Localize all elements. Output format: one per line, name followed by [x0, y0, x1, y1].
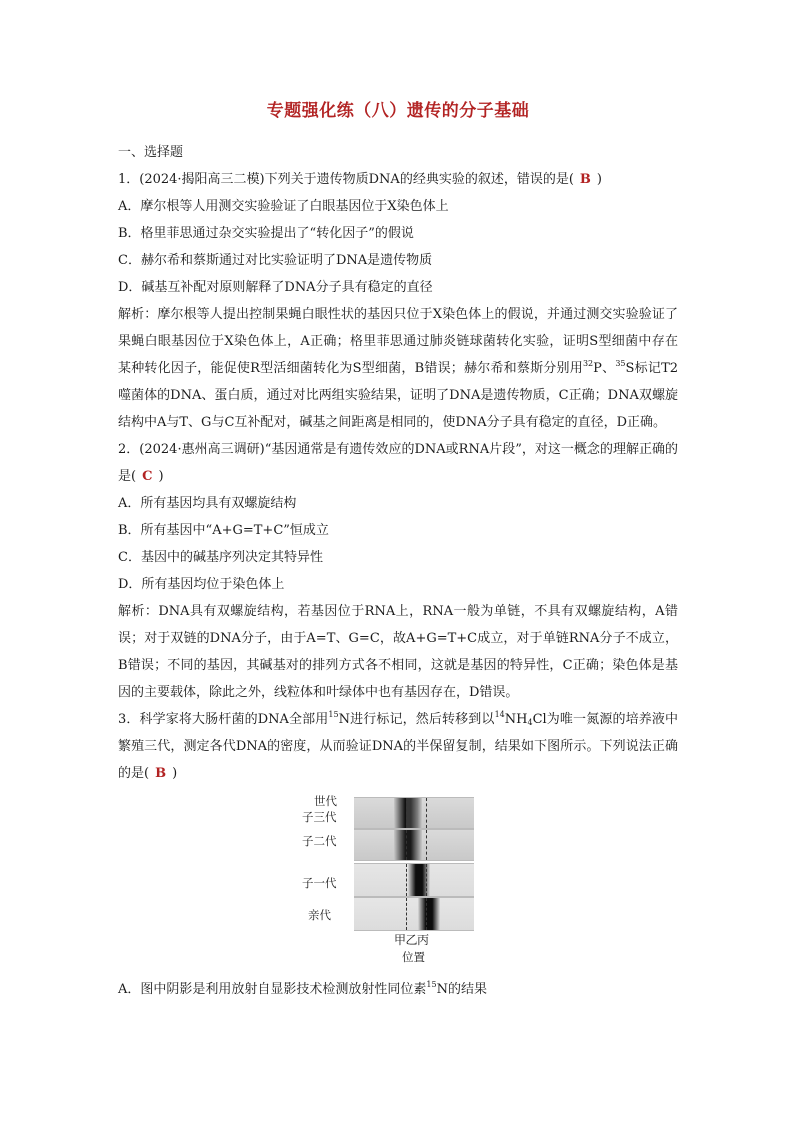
dash-right-gen1: [426, 864, 427, 896]
question-3: [118, 706, 678, 1003]
q1-analysis-part2: P、: [593, 361, 616, 376]
question-2: [118, 436, 678, 706]
q2-analysis: 解析：DNA具有双螺旋结构，若基因位于RNA上，RNA一般为单链，不具有双螺旋结构，A错误；对于双链的DNA分子，由于A=T、G=C，故A+G=T+C成立，对于单链RNA分子不成立，B错误；不同的基因，其碱基对的排列方式各不相同，这就是基因的特异性，C正确；染色体是基因的主要载体，除此之外，线粒体和叶绿体中也有基因存在，D错误。: [118, 604, 678, 700]
band-strip-gen2: [354, 829, 474, 861]
dash-left-gen2: [406, 830, 407, 860]
q3-answer: B: [155, 766, 167, 781]
dash-right-gen3: [426, 798, 427, 828]
q3-option-a-part1: A．图中阴影是利用放射自显影技术检测放射性同位素: [118, 982, 427, 997]
q2-option-a: A．所有基因均具有双螺旋结构: [118, 496, 297, 511]
q2-option-b: B．所有基因中“A+G=T+C”恒成立: [118, 523, 329, 538]
dash-right-parent: [426, 898, 427, 930]
q1-option-b: B．格里菲思通过杂交实验提出了“转化因子”的假说: [118, 226, 414, 241]
q2-answer: C: [142, 469, 153, 484]
band-heavy-parent: [418, 898, 440, 930]
figure-xticks: 甲乙丙: [394, 933, 429, 947]
band-light-gen2: [394, 830, 422, 860]
page-title: 专题强化练（八）遗传的分子基础: [266, 101, 530, 121]
q3-stem-part4: Cl为唯一氮源的培养液中繁殖三代，测定各代DNA的密度，从而验证DNA的半保留复制，结果如下图所示。下列说法正确的是(: [118, 712, 678, 781]
worksheet-page: [118, 96, 678, 1003]
q1-analysis-sup-35: 35: [615, 359, 626, 368]
q3-stem: [118, 706, 678, 787]
dash-right-gen2: [426, 830, 427, 860]
centrifuge-band-figure: [302, 793, 514, 968]
q3-stem-close: ): [172, 766, 178, 781]
q1-option-d: D．碱基互补配对原则解释了DNA分子具有稳定的直径: [118, 280, 433, 295]
q1-answer: B: [579, 172, 591, 187]
band-strip-parent: [354, 897, 474, 931]
dash-left-parent: [406, 898, 407, 930]
row-label-gen1: 子一代: [302, 876, 337, 890]
q1-analysis-part1: 解析：摩尔根等人提出控制果蝇白眼性状的基因只位于X染色体上的假说，并通过测交实验验证了果蝇白眼基因位于X染色体上，A正确；格里菲思通过肺炎链球菌转化实验，证明S型细菌中存在某种转化因子，能促使R型活细菌转化为S型细菌，B错误；赫尔希和蔡斯分别用: [118, 307, 678, 376]
q2-option-d: D．所有基因均位于染色体上: [118, 577, 285, 592]
q3-stem-part3: NH: [504, 712, 528, 727]
q3-option-a-sup-15: 15: [426, 980, 437, 989]
q1-option-a: A．摩尔根等人用测交实验验证了白眼基因位于X染色体上: [118, 199, 449, 214]
q1-option-c: C．赫尔希和蔡斯通过对比实验证明了DNA是遗传物质: [118, 253, 433, 268]
dash-left-gen3: [406, 798, 407, 828]
q1-stem-text: 1．(2024·揭阳高三二模)下列关于遗传物质DNA的经典实验的叙述，错误的是(: [118, 172, 574, 187]
q3-option-a-part2: N的结果: [436, 982, 487, 997]
band-strip-gen3: [354, 797, 474, 829]
q2-stem-text: 2．(2024·惠州高三调研)“基因通常是有遗传效应的DNA或RNA片段”，对这一概念的理解正确的是(: [118, 442, 678, 484]
q1-analysis-sup-32: 32: [582, 359, 594, 368]
q2-stem: [118, 436, 678, 490]
q2-option-c: C．基因中的碱基序列决定其特异性: [118, 550, 323, 565]
q3-stem-sup-14: 14: [494, 710, 505, 719]
row-label-gen3: 子三代: [302, 810, 337, 824]
q1-stem: [118, 166, 678, 193]
q1-stem-close: ): [596, 172, 602, 187]
question-1: [118, 166, 678, 436]
q3-stem-sub-4: 4: [527, 718, 533, 727]
q3-stem-part1: 3．科学家将大肠杆菌的DNA全部用: [118, 712, 329, 727]
figure-header-label: 世代: [314, 794, 337, 808]
q3-stem-part2: N进行标记，然后转移到以: [338, 712, 495, 727]
section-heading: 一、选择题: [118, 145, 184, 160]
row-label-gen2: 子二代: [302, 834, 337, 848]
band-mid-gen3: [406, 798, 418, 828]
dash-left-gen1: [406, 864, 407, 896]
q2-stem-close: ): [158, 469, 164, 484]
q1-analysis: [118, 301, 678, 436]
q3-stem-sup-15: 15: [328, 710, 339, 719]
row-label-parent: 亲代: [308, 908, 331, 922]
figure-xlabel: 位置: [402, 950, 425, 964]
band-strip-gen1: [354, 863, 474, 897]
q3-option-a: [118, 976, 678, 1003]
q1-analysis-part3: S标记T2噬菌体的DNA、蛋白质，通过对比两组实验结果，证明了DNA是遗传物质，C正确；DNA双螺旋结构中A与T、G与C互补配对，碱基之间距离是相同的，使DNA分子具有稳定的直径，D正确。: [118, 361, 679, 430]
